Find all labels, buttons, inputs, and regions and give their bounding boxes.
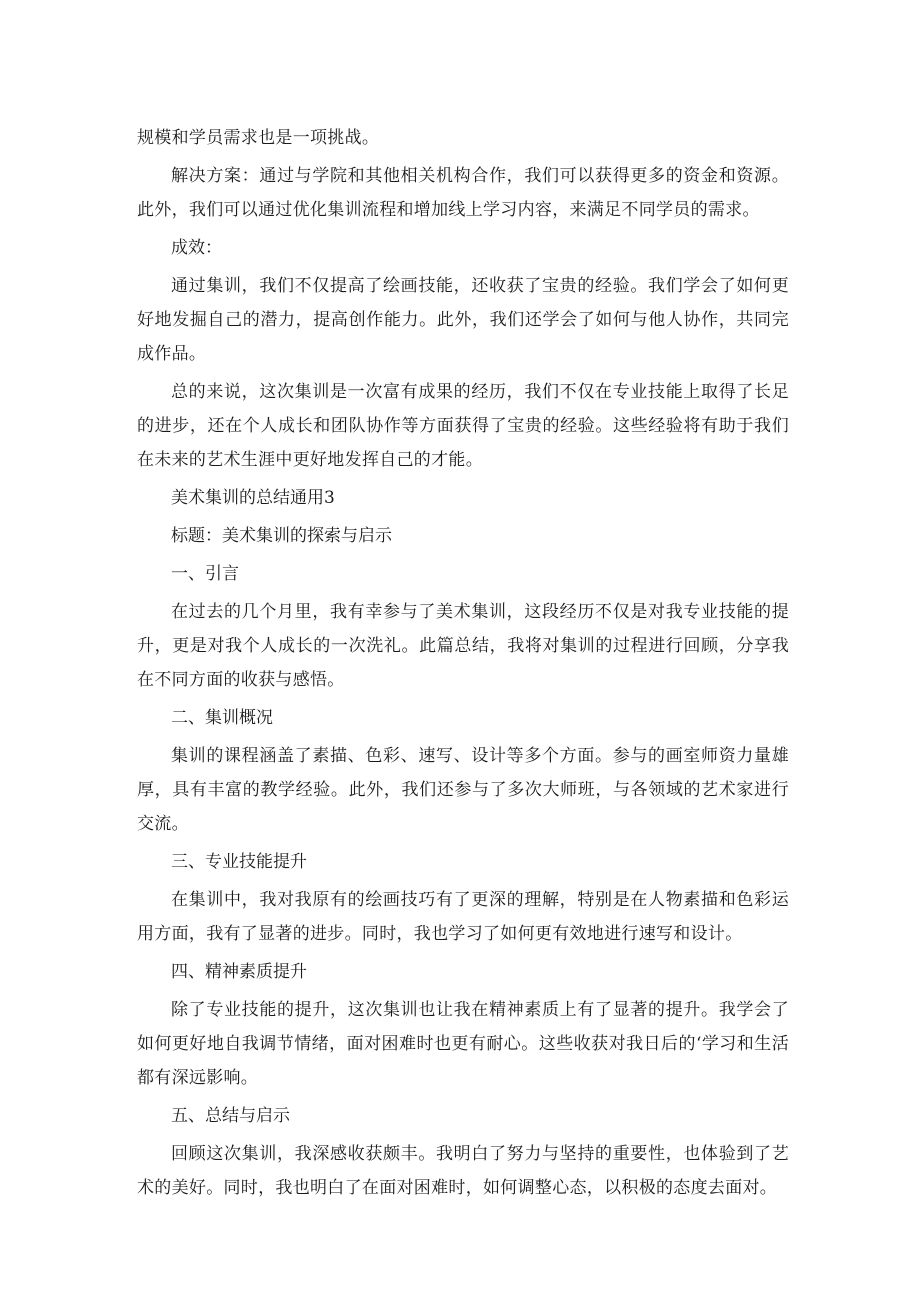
- paragraph: 规模和学员需求也是一项挑战。: [137, 128, 380, 148]
- paragraph: 回顾这次集训，我深感收获颇丰。我明白了努力与坚持的重要性，也体验到了艺术的美好。同时，我也明白了在面对困难时，如何调整心态，以积极的态度去面对。: [137, 1144, 789, 1198]
- section-heading: 成效：: [171, 238, 222, 258]
- document-body: [137, 121, 789, 1209]
- section-heading: 二、集训概况: [171, 708, 273, 728]
- paragraph: 在集训中，我对我原有的绘画技巧有了更深的理解，特别是在人物素描和色彩运用方面，我有了显著的进步。同时，我也学习了如何更有效地进行速写和设计。: [137, 890, 789, 944]
- paragraph: 通过集训，我们不仅提高了绘画技能，还收获了宝贵的经验。我们学会了如何更好地发掘自己的潜力，提高创作能力。此外，我们还学会了如何与他人协作，共同完成作品。: [137, 276, 789, 364]
- section-heading: 一、引言: [171, 564, 239, 584]
- paragraph: 除了专业技能的提升，这次集训也让我在精神素质上有了显著的提升。我学会了如何更好地自我调节情绪，面对困难时也更有耐心。这些收获对我日后的‘学习和生活都有深远影响。: [137, 1000, 789, 1088]
- paragraph: 集训的课程涵盖了素描、色彩、速写、设计等多个方面。参与的画室师资力量雄厚，具有丰富的教学经验。此外，我们还参与了多次大师班，与各领域的艺术家进行交流。: [137, 746, 789, 834]
- document-subtitle: 标题：美术集训的探索与启示: [171, 526, 392, 546]
- paragraph: 解决方案：通过与学院和其他相关机构合作，我们可以获得更多的资金和资源。此外，我们可以通过优化集训流程和增加线上学习内容，来满足不同学员的需求。: [137, 166, 789, 220]
- section-heading: 五、总结与启示: [171, 1106, 290, 1126]
- paragraph: 总的来说，这次集训是一次富有成果的经历，我们不仅在专业技能上取得了长足的进步，还在个人成长和团队协作等方面获得了宝贵的经验。这些经验将有助于我们在未来的艺术生涯中更好地发挥自己的才能。: [137, 382, 789, 470]
- section-heading: 四、精神素质提升: [171, 962, 307, 982]
- document-title: 美术集训的总结通用3: [171, 488, 335, 508]
- paragraph: 在过去的几个月里，我有幸参与了美术集训，这段经历不仅是对我专业技能的提升，更是对我个人成长的一次洗礼。此篇总结，我将对集训的过程进行回顾，分享我在不同方面的收获与感悟。: [137, 602, 789, 690]
- section-heading: 三、专业技能提升: [171, 852, 307, 872]
